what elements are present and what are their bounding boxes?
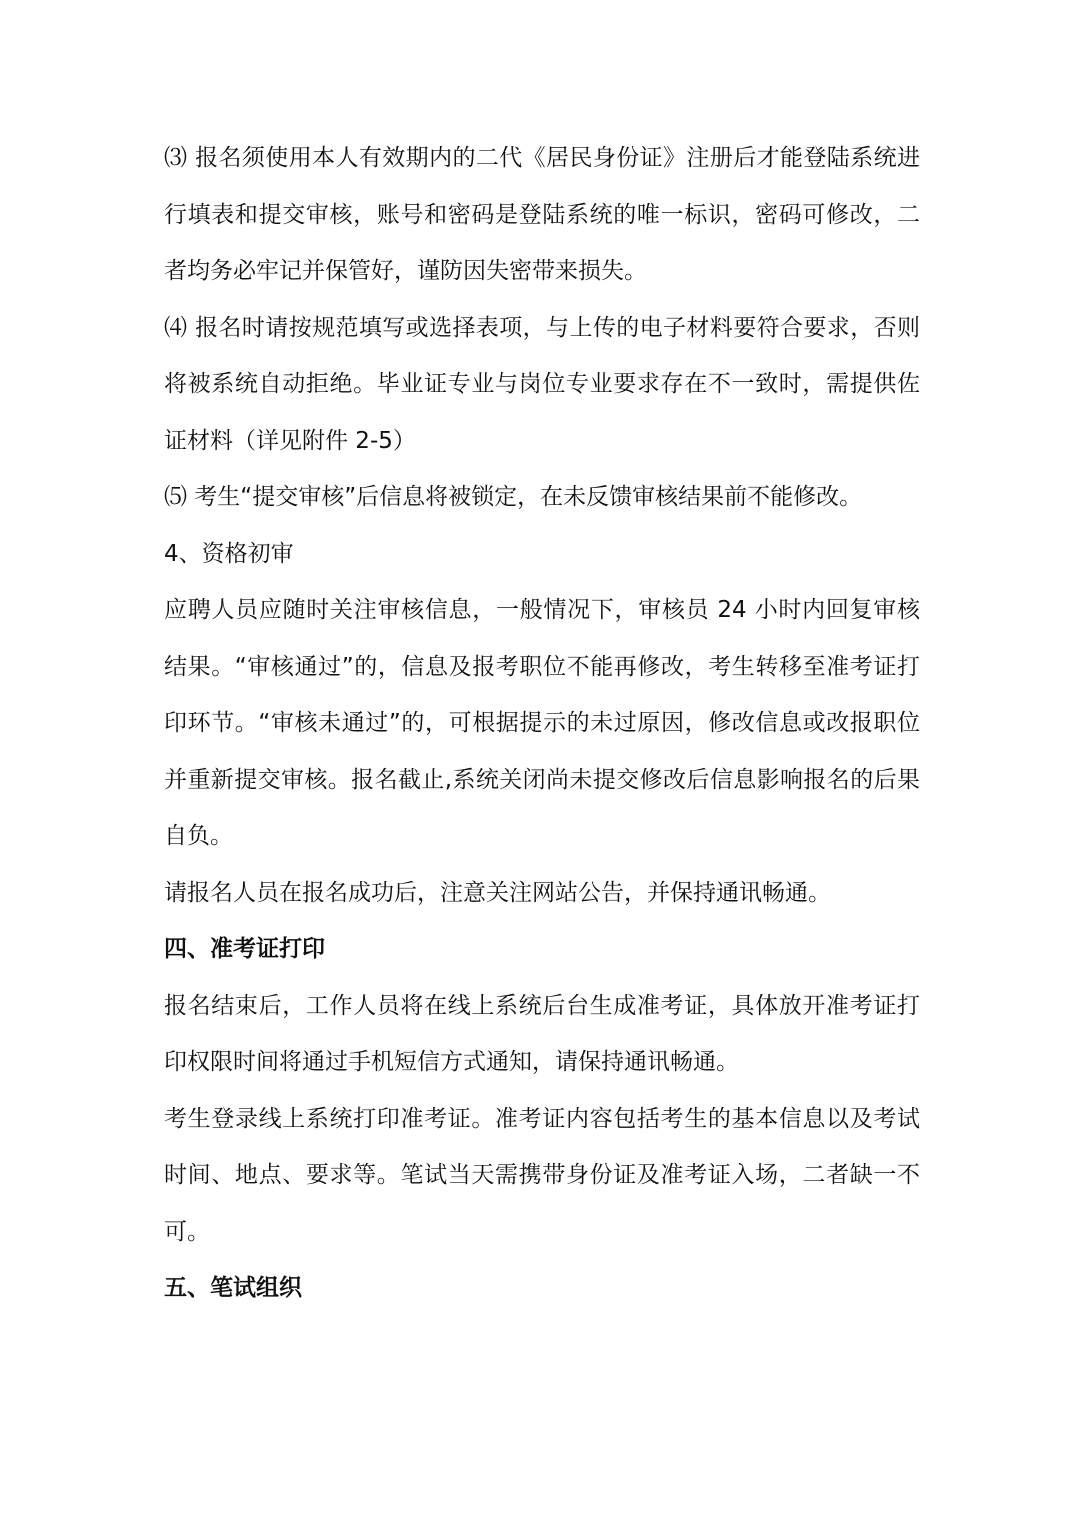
paragraph-form-filling-rules: ⑷ 报名时请按规范填写或选择表项，与上传的电子材料要符合要求，否则将被系统自动拒绝。毕业证专业与岗位专业要求存在不一致时，需提供佐证材料（详见附件 2-5） [164, 314, 920, 454]
document-body [164, 130, 920, 1317]
paragraph-ticket-printing: 考生登录线上系统打印准考证。准考证内容包括考生的基本信息以及考试时间、地点、要求等。笔试当天需携带身份证及准考证入场，二者缺一不可。 [164, 1105, 920, 1245]
section-heading-written-exam: 五、笔试组织 [164, 1275, 302, 1301]
paragraph-ticket-generation: 报名结束后，工作人员将在线上系统后台生成准考证，具体放开准考证打印权限时间将通过手机短信方式通知，请保持通讯畅通。 [164, 992, 920, 1075]
paragraph-id-card-registration: ⑶ 报名须使用本人有效期内的二代《居民身份证》注册后才能登陆系统进行填表和提交审核，账号和密码是登陆系统的唯一标识，密码可修改，二者均务必牢记并保管好，谨防因失密带来损失。 [164, 145, 920, 284]
paragraph-review-info: 应聘人员应随时关注审核信息，一般情况下，审核员 24 小时内回复审核结果。“审核通过”的，信息及报考职位不能再修改，考生转移至准考证打印环节。“审核未通过”的，可根据提示的未过原因，修改信息或改报职位并重新提交审核。报名截止,系统关闭尚未提交修改后信息影响报名的后果自负。 [164, 597, 920, 849]
section-heading-admission-ticket: 四、准考证打印 [164, 936, 325, 962]
subheading-preliminary-review: 4、资格初审 [164, 540, 294, 567]
paragraph-submission-lock: ⑸ 考生“提交审核”后信息将被锁定，在未反馈审核结果前不能修改。 [164, 484, 863, 510]
paragraph-notice-attention: 请报名人员在报名成功后，注意关注网站公告，并保持通讯畅通。 [164, 879, 831, 906]
